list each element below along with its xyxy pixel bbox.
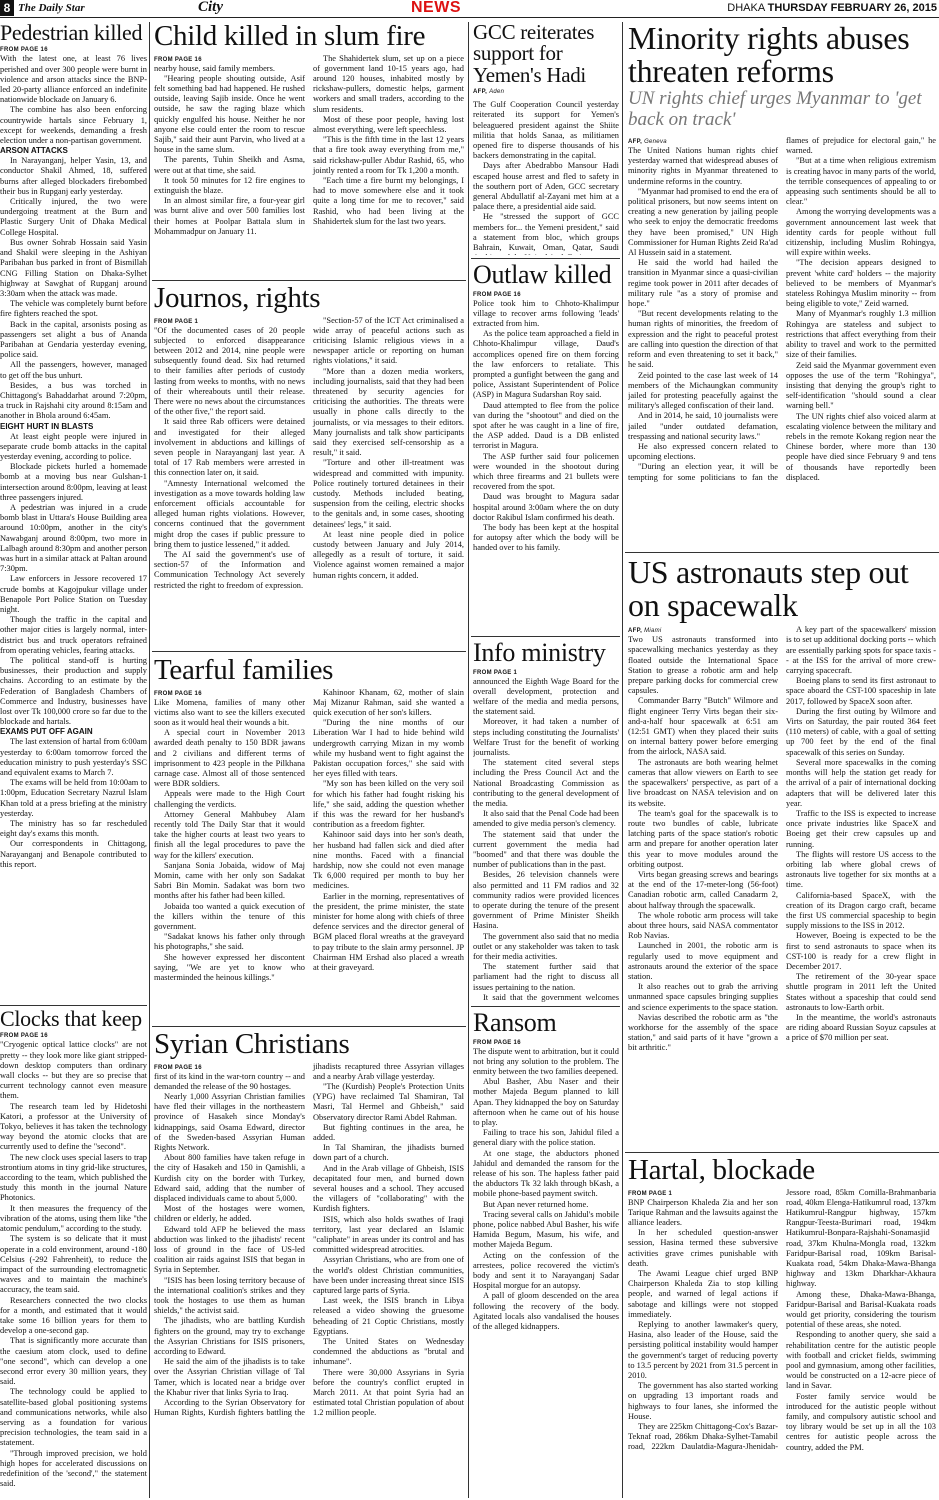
byline: AFP, Geneva bbox=[628, 139, 667, 146]
paragraph: Bus owner Sohrab Hossain said Yasin and Shakil were sleeping in the Ashiyan Paribahan bus parked in front of Bismillah CNG Filling Station on Dhaka-Sylhet highway at Sawghat of Rupganj around 3:30am when the attack was made. bbox=[0, 237, 147, 298]
article-body bbox=[473, 1047, 619, 1333]
paragraph: Police took him to Chhoto-Khalimpur village to recover arms following 'leads' extracted from him. bbox=[473, 298, 619, 328]
headline: Hartal, blockade bbox=[628, 1156, 815, 1186]
paragraph: In an almost similar fire, a four-year girl was burnt alive and over 500 families lost their homes at Poolpar Battala slum in Mohammadpur on January 11. bbox=[154, 196, 305, 236]
paragraph: Besides, 26 television channels were also permitted and 11 FM radios and 32 community radios were provided licences to operate during the tenure of the present government of Prime Minister Sheikh Hasina. bbox=[473, 870, 619, 931]
paragraph: The astronauts are both wearing helmet cameras that allow viewers on Earth to see the spacewalkers' perspective, as part of a live broadcast on NASA television and on its website. bbox=[628, 757, 778, 808]
paragraph: "Amnesty International welcomed the investigation as a move towards holding law enforcement officials accountable for alleged human rights violations. However, concerns continued that the government might drop the cases if public pressure to bring them to justice lessened," it added. bbox=[154, 478, 305, 549]
article-body bbox=[473, 677, 619, 1002]
paragraph: Sanjana Sonia Jobaida, widow of Maj Momin, came with her only son Sadakat Sabri Bin Momin. Sadakat was born two months after his father had been killed. bbox=[154, 860, 305, 901]
subhead: ARSON ATTACKS bbox=[0, 146, 68, 156]
paragraph: "Section-57 of the ICT Act criminalised a wide array of peaceful actions such as criticising Islamic religious views in a newspaper article or reporting on human rights violations," it said. bbox=[313, 315, 464, 366]
article-gcc-yemen bbox=[473, 22, 619, 255]
jump-line: FROM PAGE 16 bbox=[154, 56, 202, 63]
subhead: EIGHT HURT IN BLASTS bbox=[0, 421, 94, 431]
article-body bbox=[473, 299, 619, 554]
paragraph: Besides, a bus was torched in Chittagong's Bahaddarhat around 7:20pm, a truck in Rajshahi city around 8:15am and another in Bhola around 6:45am. bbox=[0, 380, 147, 421]
paragraph: However, Boeing is expected to be the first to send astronauts to space when its CST-100 is ready for a crew flight in December 2017. bbox=[786, 931, 936, 971]
paragraph: Critically injured, the two were undergoing treatment at the Burn and Plastic Surgery Unit of Dhaka Medical College Hospital. bbox=[0, 197, 147, 237]
jump-line: FROM PAGE 16 bbox=[0, 1033, 48, 1040]
paragraph: The flights will restore US access to the orbiting lab where global crews of astronauts live together for six months at a time. bbox=[786, 849, 936, 890]
article-journos-rights bbox=[154, 284, 464, 648]
paragraph: It took 50 minutes for 12 fire engines to extinguish the blaze. bbox=[154, 175, 305, 196]
paragraph: As the police team approached a field in Chhoto-Khalimpur village, Daud's accomplices opened fire on them forcing the law enforcers to retaliate. This prompted a gunfight between the gang and police, Assistant Superintendent of Police (ASP) in Magura Sudarshan Roy said. bbox=[473, 329, 619, 400]
paragraph: "Myanmar had promised to end the era of political prisoners, but now seems intent on creating a new generation by jailing people who seek to enjoy the democratic freedoms they have been promised," UN High Commissioner for Human Rights Zeid Ra'ad Al Hussein said in a statement. bbox=[628, 186, 778, 258]
dateline-date: THURSDAY FEBRUARY 26, 2015 bbox=[767, 2, 937, 14]
paragraph: BNP Chairperson Khaleda Zia and her son Tarique Rahman and the lawsuits against the alliance leaders. bbox=[628, 1197, 778, 1227]
headline: Outlaw killed bbox=[473, 262, 612, 289]
paragraph: The ministry has so far rescheduled eight day's exams this month. bbox=[0, 819, 147, 839]
paragraph: Failing to trace his son, Jahidul filed a general diary with the police station. bbox=[473, 1128, 619, 1148]
paragraph: A pedestrian was injured in a crude bomb blast in Uttara's House Building area around 10:00pm, another in the city's Nawabganj around 8:00pm, two more in Lalbagh around 8:30pm and another person was hurt in a similar attack at Paltan around 7:30pm. bbox=[0, 502, 147, 574]
paragraph: The statement further said that parliament had the right to discuss all issues pertaining to the nation. bbox=[473, 962, 619, 992]
paragraph: "My son has been killed on the very soil for which his father had fought risking his life," she said, adding the question whether if this was the reward for her husband's contribution as a freedom fighter. bbox=[313, 779, 464, 830]
article-minority-rights bbox=[628, 22, 936, 549]
paragraph: Back in the capital, arsonists posing as passengers set alight a bus of Ananda Paribahan at Gendaria yesterday evening, police said. bbox=[0, 319, 147, 360]
paragraph: Researchers connected the two clocks for a month, and estimated that it would take some 16 billion years for them to develop a one-second gap. bbox=[0, 1295, 147, 1336]
paragraph: In Narayanganj, helper Yasin, 13, and conductor Shakil Ahmed, 18, suffered burns after alleged blockaders firebombed their bus in Rupganj early yesterday. bbox=[0, 156, 147, 196]
paragraph: Zeid said the Myanmar government even opposes the use of the term "Rohingya", insisting that denying the group's right to self-identification "should sound a clear warning bell." bbox=[786, 360, 936, 411]
paragraph: The government has also started working on upgrading 13 important roads and highways to four lanes, she informed the House. bbox=[628, 1381, 778, 1421]
paragraph: "The (Kurdish) People's Protection Units (YPG) have reclaimed Tal Shamiran, Tal Masri, Tal Hermel and Ghbeish," said Observatory director Rami Abdel Rahman. bbox=[313, 1081, 464, 1122]
paragraph: According to the Syrian Observatory for Human Rights, Kurdish fighters battling the jihadists recaptured three Assyrian villages and a nearby Arab village yesterday. bbox=[154, 1061, 464, 1418]
paragraph: Though the traffic in the capital and other major cities is largely normal, inter-district bus and truck operators refrained from operating vehicles, fearing attacks. bbox=[0, 615, 147, 655]
article-tearful-families bbox=[154, 656, 464, 1023]
paragraph: The research team led by Hidetoshi Katori, a professor at the University of Tokyo, believes it has taken the technology way beyond the atomic clocks that are currently used to define the "second". bbox=[0, 1101, 147, 1152]
paper-name: The Daily Star bbox=[18, 2, 85, 14]
byline: AFP, Aden bbox=[473, 89, 505, 96]
page-number: 8 bbox=[0, 0, 14, 16]
paragraph: The system is so delicate that it must operate in a cold environment, around -180 Celsius (-292 Fahrenheit), to reduce the impact of the surrounding electromagnetic waves and to maintain the machine's accuracy, the team said. bbox=[0, 1234, 147, 1295]
jump-line: FROM PAGE 1 bbox=[154, 318, 199, 325]
paragraph: And in the Arab village of Ghbeish, ISIS decapitated four men, and burned down several houses and a school. They accused the villagers of "collaborating" with the Kurdish fighters. bbox=[313, 1163, 464, 1214]
section-band: NEWS bbox=[411, 0, 461, 16]
paragraph: The dispute went to arbitration, but it could not bring any solution to the problem. The enmity between the two families deepened. bbox=[473, 1046, 619, 1076]
paragraph: Responding to another query, she said a rehabilitation centre for the autistic people with football and cricket fields, swimming pool and gymnasium, among other facilities, would be constructed on a 12-acre piece of land in Savar. bbox=[786, 1330, 936, 1391]
dateline bbox=[727, 1, 937, 15]
paragraph: The technology could be applied to satellite-based global positioning systems and communications networks, while also serving as a foundation for various precision technologies, the team said in a statement. bbox=[0, 1387, 147, 1448]
headline: Tearful families bbox=[154, 656, 334, 686]
paragraph: Last week, the ISIS branch in Libya released a video showing the gruesome beheading of 21 Coptic Christians, mostly Egyptians. bbox=[313, 1296, 464, 1336]
paragraph: first of its kind in the war-torn country -- and demanded the release of the 90 hostages. bbox=[154, 1071, 305, 1091]
paragraph: He said the world had hailed the transition in Myanmar since a quasi-civilian regime took power in 2011 after decades of military rule "as a story of promise and hope." bbox=[628, 258, 778, 309]
paragraph: The Gulf Cooperation Council yesterday reiterated its support for Yemen's beleaguered president against the Shiite militia that holds Sanaa, as militiamen opened fire to disperse thousands of his backers demonstrating in the capital. bbox=[473, 100, 619, 161]
paragraph: At least eight people were injured in separate crude bomb attacks in the capital yesterday evening, according to police. bbox=[0, 431, 147, 461]
headline: Syrian Christians bbox=[154, 1030, 350, 1060]
article-body bbox=[154, 1062, 464, 1419]
paragraph: The Awami League chief urged BNP Chairperson Khaleda Zia to stop killing people, and warned of legal actions if sabotage and killings were not stopped immediately. bbox=[628, 1269, 778, 1319]
paragraph: About 800 families have taken refuge in the city of Hasakeh and 150 in Qamishli, a Kurdish city on the border with Turkey, Edward said, adding that the number of displaced individuals came to about 5,000. bbox=[154, 1153, 305, 1204]
paragraph: ISIS, which also holds swathes of Iraqi territory, last year declared an Islamic "caliphate" in areas under its control and has committed widespread atrocities. bbox=[313, 1214, 464, 1255]
paragraph: Replying to another lawmaker's query, Hasina, also leader of the House, said the persisting political instability would hamper the government's target of reducing poverty to 13.5 percent by 2021 from 31.5 percent in 2010. bbox=[628, 1320, 778, 1381]
paragraph: The ASP further said four policemen were wounded in the shootout during which three firearms and 21 bullets were recovered from the spot. bbox=[473, 451, 619, 492]
paragraph: Appeals were made to the High Court challenging the verdicts. bbox=[154, 789, 305, 809]
paragraph: The parents, Tuhin Sheikh and Asma, were out at that time, she said. bbox=[154, 155, 305, 175]
paragraph: There were 30,000 Assyrians in Syria before the country's conflict erupted in March 2011. At that point Syria had an estimated total Christian population of about 1.2 million people. bbox=[313, 1367, 464, 1418]
paragraph: The body has been kept at the hospital for autopsy after which the body will be handed over to his family. bbox=[473, 522, 619, 553]
subhead: EXAMS PUT OFF AGAIN bbox=[0, 727, 93, 737]
paragraph: "This is the fifth time in the last 12 years that a fire took away everything from me," said rickshaw-puller Abdur Rashid, 65, who jointly rented a room for Tk 1,200 a month. bbox=[313, 135, 464, 175]
paragraph: The Shahidertek slum, set up on a piece of government land 10-15 years ago, had around 120 houses, inhabited mostly by rickshaw-pullers, domestic helps, garment workers and small traders, according to the slum residents. bbox=[313, 53, 464, 114]
paragraph: nearby house, said family members. bbox=[154, 63, 275, 73]
article-body bbox=[473, 100, 619, 255]
paragraph: The United Nations human rights chief yesterday warned that widespread abuses of minority rights in Myanmar threatened to undermine reforms in the country. bbox=[628, 146, 778, 186]
paragraph: It also said that the Penal Code had been amended to give media person's clemency. bbox=[473, 809, 619, 829]
paragraph: Like Momena, families of many other victims also want to see the killers executed soon as it would heal their wounds a bit. bbox=[154, 697, 305, 727]
paragraph: With the latest one, at least 76 lives perished and over 300 people were burnt in violence and arson attacks since the BNP-led 20-party alliance enforced an indefinite nationwide blockade on January 6. bbox=[0, 54, 147, 105]
paragraph: The combine has also been enforcing countrywide hartals since February 1, except for weekends, demanding a fresh election under a non-partisan government. bbox=[0, 105, 147, 146]
paragraph: He also expressed concern related to upcoming elections. bbox=[628, 441, 778, 462]
paragraph: Many of Myanmar's roughly 1.3 million Rohingya are stateless and subject to restrictions that affect everything from their ability to travel and work to the permitted size of their families. bbox=[786, 309, 936, 360]
paragraph: "The decision appears designed to prevent 'white card' holders -- the majority believed to be members of Myanmar's stateless Rohingya Muslim minority -- from being eligible to vote," Zeid warned. bbox=[786, 258, 936, 309]
deck: UN rights chief urges Myanmar to 'get back on track' bbox=[628, 88, 922, 131]
article-body bbox=[628, 625, 936, 1053]
paragraph: "Torture and other ill-treatment was widespread and committed with impunity. Police routinely tortured detainees in their custody. Methods included beating, suspension from the ceiling, electric shocks to the genitals and, in some cases, shooting detainees' legs," it said. bbox=[313, 458, 464, 529]
paragraph: A pall of gloom descended on the area following the recovery of the body. Agitated locals also vandalised the houses of the alleged kidnappers. bbox=[473, 1291, 619, 1331]
paragraph: The United States on Wednesday condemned the abductions as "brutal and inhumane". bbox=[313, 1337, 464, 1367]
paragraph: Earlier in the morning, representatives of the president, the prime minister, the state minister for home along with chiefs of three defence services and the director general of BGM placed floral wreaths at the graveyard to pay tribute to the slain army personnel. JP Chairman HM Ershad also placed a wreath at their graveyard. bbox=[313, 891, 464, 973]
article-info-ministry bbox=[473, 640, 619, 1002]
paragraph: Kahinoor Khanam, 62, mother of slain Maj Mizanur Rahman, said she wanted a quick execution of her son's killers. bbox=[313, 687, 464, 717]
paragraph: But fighting continues in the area, he added. bbox=[313, 1122, 464, 1142]
paragraph: It also reaches out to grab the arriving unmanned space capsules bringing supplies and science experiments to the space station. bbox=[628, 982, 778, 1012]
paragraph: She however expressed her discontent saying, "We are yet to know who masterminded the heinous killings." bbox=[154, 952, 305, 983]
paragraph: That is significantly more accurate than the caesium atom clock, used to define "one second", which can develop a one second error every 30 million years, they said. bbox=[0, 1336, 147, 1387]
paragraph: "Each time a fire burnt my belongings, I had to move somewhere else and it took quite a long time for me to recover," said Rashid, who had been living at the Shahidertek slum for the last two years. bbox=[313, 176, 464, 226]
jump-line: FROM PAGE 16 bbox=[473, 291, 521, 298]
paragraph: Daud was brought to Magura sadar hospital around 3:00am where the on duty doctor Rakibul Islam confirmed his death. bbox=[473, 492, 619, 522]
paragraph: During the first outing by Wilmore and Virts on Saturday, the pair routed 364 feet (110 meters) of cable, with a goal of setting up 700 feet by the end of the final spacewalk of this series on Sunday. bbox=[786, 706, 936, 757]
paragraph: The UN rights chief also voiced alarm at escalating violence between the military and rebels in the remote Kokang region near the Chinese border, where more than 130 people have died since February 9 and tens of thousands have reportedly been displaced. bbox=[786, 411, 936, 482]
headline: US astronauts step out on spacewalk bbox=[628, 556, 909, 623]
paragraph: Daud attempted to flee from the police van during the "shootout" and died on the spot after he was caught in a line of fire, the ASP added. Daud is a DB enlisted terrorist in Magura. bbox=[473, 400, 619, 451]
paragraph: But Apan never returned home. bbox=[483, 1199, 589, 1209]
paragraph: "More than a dozen media workers, including journalists, said that they had been threatened by security agencies for criticising the authorities. The threats were usually in phone calls directly to the journalists, or via messages to their editors. Many journalists and talk show participants said they exercised self-censorship as a result," it said. bbox=[313, 366, 464, 458]
paragraph: In Tal Shamiran, the jihadists burned down part of a church. bbox=[313, 1143, 464, 1163]
paragraph: The team's goal for the spacewalk is to route two bundles of cable, lubricate latching parts of the space station's robotic arm and prepare for another operation later this year to move modules around the orbiting outpost. bbox=[628, 808, 778, 869]
paragraph: In her scheduled question-answer session, Hasina termed these subversive activities grave crimes punishable with death. bbox=[628, 1228, 778, 1268]
paragraph: Most of the hostages were women, children or elderly, he added. bbox=[154, 1204, 305, 1224]
paragraph: It then measures the frequency of the vibration of the atoms, using them like "the atomic pendulum," according to the study. bbox=[0, 1203, 147, 1234]
headline: Child killed in slum fire bbox=[154, 22, 426, 52]
paragraph: The AI said the government's use of section-57 of the Information and Communication Technology Act severely restricted the right to freedom of expression. bbox=[154, 550, 305, 590]
paragraph: In the meantime, the world's astronauts are riding aboard Russian Soyuz capsules at a price of $70 million per seat. bbox=[786, 1012, 936, 1043]
paragraph: Blockade pickets hurled a homemade bomb at a moving bus near Gulshan-1 intersection around 8:00pm, leaving at least three passengers injured. bbox=[0, 462, 147, 502]
paragraph: Days after Abedrabbo Mansour Hadi escaped house arrest and fled to safety in the southern port of Aden, GCC secretary general Abdullatif al-Zayani met him at a palace there, a presidential aide said. bbox=[473, 161, 619, 212]
paragraph: The statement said that under the current government the media had "boomed" and that there was double the number of publications than in the past. bbox=[473, 829, 619, 870]
paragraph: It said three Rab officers were detained and investigated for their alleged involvement in abductions and killings of seven people in Narayanganj last year. A total of 17 Rab members were arrested in this connection later on, it said. bbox=[154, 417, 305, 478]
paragraph: Zeid pointed to the case last week of 14 members of the Michaungkan community jailed for protesting peacefully against the military's alleged confiscation of their land. bbox=[628, 370, 778, 411]
paragraph: Virts began greasing screws and bearings at the end of the 17-meter-long (56-foot) Canadian robotic arm, called Canadarm 2, about halfway through the spacewalk. bbox=[628, 869, 778, 910]
paragraph: Navias described the robotic arm as "the workhorse for the assembly of the space station," and said parts of it have "grown a bit arthritic." bbox=[628, 1012, 778, 1053]
paragraph: The vehicle was completely burnt before fire fighters reached the spot. bbox=[0, 299, 147, 319]
paragraph: Launched in 2001, the robotic arm is regularly used to move equipment and astronauts around the exterior of the space station. bbox=[628, 941, 778, 981]
paragraph: Two US astronauts transformed into spacewalking mechanics yesterday as they floated outside the International Space Station to grease a robotic arm and help prepare parking docks for commercial crew capsules. bbox=[628, 635, 778, 696]
article-clocks-that-keep bbox=[0, 1008, 147, 1498]
paragraph: At least nine people died in police custody between January and July 2014, allegedly as a result of torture, it said. Violence against women remained a major human rights concern, it added. bbox=[313, 529, 464, 580]
paragraph: "Sadakat knows his father only through his photographs," she said. bbox=[154, 932, 305, 952]
paragraph: He "stressed the support of GCC members for... the Yemeni president," said a statement from bloc, which groups Bahrain, Kuwait, Oman, Qatar, Saudi bbox=[473, 212, 619, 253]
headline: GCC reiterates support for Yemen's Hadi bbox=[473, 22, 595, 87]
paragraph: Tracing several calls on Jahidul's mobile phone, police nabbed Abul Basher, his wife Hamida Begum, Masum, his wife, and mother Majeda Begum. bbox=[473, 1209, 619, 1250]
paragraph: "ISIS has been losing territory because of the international coalition's strikes and they took the hostages to use them as human shields," the activist said. bbox=[154, 1275, 305, 1316]
paragraph: At one stage, the abductors phoned Jahidul and demanded the ransom for the release of his son. The hapless father paid the abductors Tk 32 lakh through bKash, a mobile phone-based payment switch. bbox=[473, 1148, 619, 1199]
article-body bbox=[154, 688, 464, 984]
article-pedestrian-killed bbox=[0, 22, 147, 1002]
jump-line: FROM PAGE 16 bbox=[154, 690, 202, 697]
paragraph: Commander Barry "Butch" Wilmore and flight engineer Terry Virts began their six-and-a-half hour spacewalk at 6:51 am (12:51 GMT) when they placed their suits on internal battery power before emerging from the airlock, NASA said. bbox=[628, 696, 778, 757]
paragraph: "Of the documented cases of 20 people subjected to enforced disappearance between 2012 and 2014, nine people were subsequently found dead. Six had returned to their families after periods of custody lasting from weeks to months, with no news of their whereabouts until their release. There were no news about the circumstances of the other five," the report said. bbox=[154, 325, 305, 417]
headline: Clocks that keep bbox=[0, 1008, 142, 1031]
paragraph: Boeing plans to send its first astronaut to space aboard the CST-100 spaceship in late 2017, followed by SpaceX soon after. bbox=[786, 676, 936, 706]
paragraph: The whole robotic arm process will take about three hours, said NASA commentator Rob Navias. bbox=[628, 910, 778, 941]
headline: Info ministry bbox=[473, 640, 606, 667]
paragraph: The government also said that no media outlet or any stakeholder was taken to task for their media activities. bbox=[473, 931, 619, 961]
paragraph: Most of these poor people, having lost almost everything, were left speechless. bbox=[313, 114, 464, 134]
paragraph: Our correspondents in Chittagong, Narayanganj and Benapole contributed to this report. bbox=[0, 839, 147, 869]
paragraph: Acting on the confession of the arrestees, police recovered the victim's body and sent it to Narayanganj Sadar Hospital morgue for an autopsy. bbox=[473, 1250, 619, 1291]
paragraph: "But recent developments relating to the human rights of minorities, the freedom of expression and the right to peaceful protest are calling into question the direction of that reform and even threatening to set it back," he said. bbox=[628, 309, 778, 370]
paragraph: "Hearing people shouting outside, Asif felt something bad had happened. He rushed outside, leaving Sajib inside. Once he went outside, he saw the raging blaze which quickly engulfed his house. Neither he nor anyone else could enter the room to rescue Sajib," said their aunt Parvin, who lived at a house in the same slum. bbox=[154, 73, 305, 155]
paragraph: They are 225km Chittagong-Cox's Bazar-Teknaf road, 286km Dhaka-Sylhet-Tamabil road, 222km Daulatdia-Magura-Jhenidah-Jessore road, 85km Comilla-Brahmanbaria road, 40km Elenga-Hatikumrul road, 137km Hatikumrul-Rangpur highway, 157km Rangpur-Teesta-Burimari road, 194km Hatikumrul-Bonpara-Rajshahi-Sonamasjid road, 37km Khulna-Mongla road, 132km Faridpur-Barisal road, 109km Barisal-Kuakata road, 54km Dhaka-Mawa-Bhanga highway and 13km Dharkhar-Akhaura highway. bbox=[628, 1187, 936, 1452]
paragraph: "Cryogenic optical lattice clocks" are not pretty -- they look more like giant stripped-down desktop computers than ordinary wall clocks -- but they are so precise that current technology cannot even measure them. bbox=[0, 1040, 147, 1101]
paragraph: Assyrian Christians, who are from one of the world's oldest Christian communities, have been under increasing threat since ISIS captured large parts of Syria. bbox=[313, 1255, 464, 1296]
paragraph: California-based SpaceX, with the creation of its Dragon cargo craft, became the first US commercial spaceship to begin supply missions to the ISS in 2012. bbox=[786, 890, 936, 931]
paragraph: The jihadists, who are battling Kurdish fighters on the ground, may try to exchange the Assyrian Christians for ISIS prisoners, according to Edward. bbox=[154, 1316, 305, 1357]
jump-line: FROM PAGE 1 bbox=[628, 1190, 673, 1197]
jump-line: FROM PAGE 16 bbox=[0, 47, 48, 54]
paragraph: Abul Basher, Abu Naser and their mother Majeda Begum planned to kill Apan. They kidnapped the boy on Saturday afternoon when he came out of his house to play. bbox=[473, 1077, 619, 1127]
paragraph: "Through improved precision, we hold high hopes for accelerated discussions on redefinition of the 'second'," the statement said. bbox=[0, 1448, 147, 1489]
jump-line: FROM PAGE 1 bbox=[473, 669, 518, 676]
article-body bbox=[0, 1040, 147, 1489]
paragraph: The political stand-off is hurting businesses, their production and supply chains. According to an estimate by the Federation of Bangladesh Chambers of Commerce and Industry, businesses have lost over Tk 100,000 crore so far due to the blockade and hartals. bbox=[0, 656, 147, 727]
paragraph: Several more spacewalks in the coming months will help the station get ready for the arrival of a pair of international docking adapters that will be delivered later this year. bbox=[786, 757, 936, 808]
jump-line: FROM PAGE 16 bbox=[154, 1064, 202, 1071]
headline: Minority rights abuses threaten reforms bbox=[628, 22, 910, 89]
article-body bbox=[0, 54, 147, 870]
article-hartal-blockade bbox=[628, 1156, 936, 1498]
jump-line: FROM PAGE 16 bbox=[473, 1039, 521, 1046]
paragraph: Among the worrying developments was a government announcement last week that identity cards for people without full citizenship, including Muslim Rohingya, will expire within weeks. bbox=[786, 207, 936, 258]
paragraph: A special court in November 2013 awarded death penalty to 150 BDR jawans and 2 civilians and different terms of imprisonment to 423 people in the Pilkhana carnage case. Almost all of those sentenced were BDR soldiers. bbox=[154, 728, 305, 789]
article-child-killed bbox=[154, 22, 464, 277]
paragraph: Jobaida too wanted a quick execution of the killers within the tenure of this government. bbox=[154, 901, 305, 932]
paragraph: Attorney General Mahbubey Alam recently told The Daily Star that it would take the higher courts at least two years to finish all the legal procedures to pave the way for the killers' execution. bbox=[154, 809, 305, 860]
paragraph: Moreover, it had taken a number of steps including constituting the Journalists' Welfare Trust for the benefit of working journalists. bbox=[473, 717, 619, 757]
headline: Ransom bbox=[473, 1010, 557, 1037]
paragraph: Traffic to the ISS is expected to increase once private industries like SpaceX and Boeing get their crew capsules up and running. bbox=[786, 808, 936, 849]
article-syrian-christians bbox=[154, 1030, 464, 1498]
paragraph: "But at a time when religious extremism is creating havoc in many parts of the world, the terrible consequences of appealing to or appeasing such sentiments should be all to clear." bbox=[786, 156, 936, 207]
section-name: City bbox=[198, 0, 223, 15]
article-us-astronauts bbox=[628, 556, 936, 1149]
paragraph: "During the nine months of our Liberation War I had to hide behind wild undergrowth carrying Mizan in my womb while my husband went to fight against the Pakistan occupation forces," she said with her eyes filled with tears. bbox=[313, 718, 464, 779]
article-body bbox=[628, 1188, 936, 1453]
dateline-city: DHAKA bbox=[727, 2, 765, 14]
article-ransom bbox=[473, 1010, 619, 1498]
paragraph: The statement cited several steps including the Press Council Act and the National Broadcasting Commission as contributing to the general development of the media. bbox=[473, 758, 619, 808]
paragraph: All the passengers, however, managed to get off the bus unhurt. bbox=[0, 360, 147, 380]
article-body bbox=[628, 136, 936, 483]
paragraph: "During an election year, it will be tempting for some politicians to fan the flames of prejudice for electoral gain," he warned. bbox=[628, 136, 936, 482]
paragraph: The last extension of hartal from 6:00am yesterday to 6:00am tomorrow forced the education ministry to push yesterday's SSC and equivalent exams to March 7. bbox=[0, 737, 147, 778]
paragraph: The new clock uses special lasers to trap strontium atoms in tiny grid-like structures, according to the team, which published the study this month in the journal Nature Photonics. bbox=[0, 1152, 147, 1203]
paragraph: Nearly 1,000 Assyrian Christian families have fled their villages in the northeastern province of Hasakeh since Monday's kidnappings, said Osama Edward, director of the Sweden-based Assyrian Human Rights Network. bbox=[154, 1091, 305, 1152]
paragraph: The exams will be held from 10:00am to 1:00pm, Education Secretary Nazrul Islam Khan told at a press briefing at the ministry yesterday. bbox=[0, 778, 147, 818]
paragraph: He said the aim of the jihadists is to take over the Assyrian Christian village of Tal Tamer, which is located near a bridge over the Khabur river that links Syria to Iraq. bbox=[154, 1357, 305, 1397]
article-body bbox=[154, 54, 464, 237]
headline: Journos, rights bbox=[154, 284, 321, 314]
masthead bbox=[0, 0, 939, 18]
paragraph: Foster family service would be introduced for the autistic people without family, and compulsory autistic school and toy library would be set up in all the 103 centres for autistic people across the country, added the PM. bbox=[786, 1391, 936, 1452]
paragraph: Kahinoor said days into her son's death, her husband had fallen sick and died after nine months. Faced with a financial hardship, now she could not even manage Tk 6,000 required per month to buy her medicines. bbox=[313, 830, 464, 891]
article-body bbox=[154, 316, 464, 591]
paragraph: announced the Eighth Wage Board for the overall development, protection and welfare of the media and media persons, the statement said. bbox=[473, 676, 619, 717]
paragraph: Among these, Dhaka-Mawa-Bhanga, Faridpur-Barisal and Barisal-Kuakata roads would get priority, considering the tourism potential of these areas, she noted. bbox=[786, 1289, 936, 1330]
paragraph: A key part of the spacewalkers' mission is to set up additional docking ports -- which are essentially parking spots for space taxis -- at the ISS for the arrival of more crew-carrying spacecraft. bbox=[786, 625, 936, 676]
byline: AFP, Miami bbox=[628, 628, 662, 635]
paragraph: The retirement of the 30-year space shuttle program in 2011 left the United States without a spaceship that could send astronauts to low-Earth orbit. bbox=[786, 972, 936, 1012]
headline: Pedestrian killed bbox=[0, 22, 143, 45]
article-outlaw-killed bbox=[473, 262, 619, 632]
paragraph: Law enforcers in Jessore recovered 17 crude bombs at Kagojpukur village under Benapole Port Police Station on Tuesday night. bbox=[0, 574, 147, 614]
paragraph: Edward told AFP he believed the mass abduction was linked to the jihadists' recent loss of ground in the face of US-led coalition air raids against ISIS that began in Syria in September. bbox=[154, 1224, 305, 1275]
paragraph: And in 2014, he said, 10 journalists were jailed "under outdated defamation, trespassing and national security laws." bbox=[628, 411, 778, 441]
paragraph: It said that the government welcomes bbox=[483, 992, 619, 1002]
